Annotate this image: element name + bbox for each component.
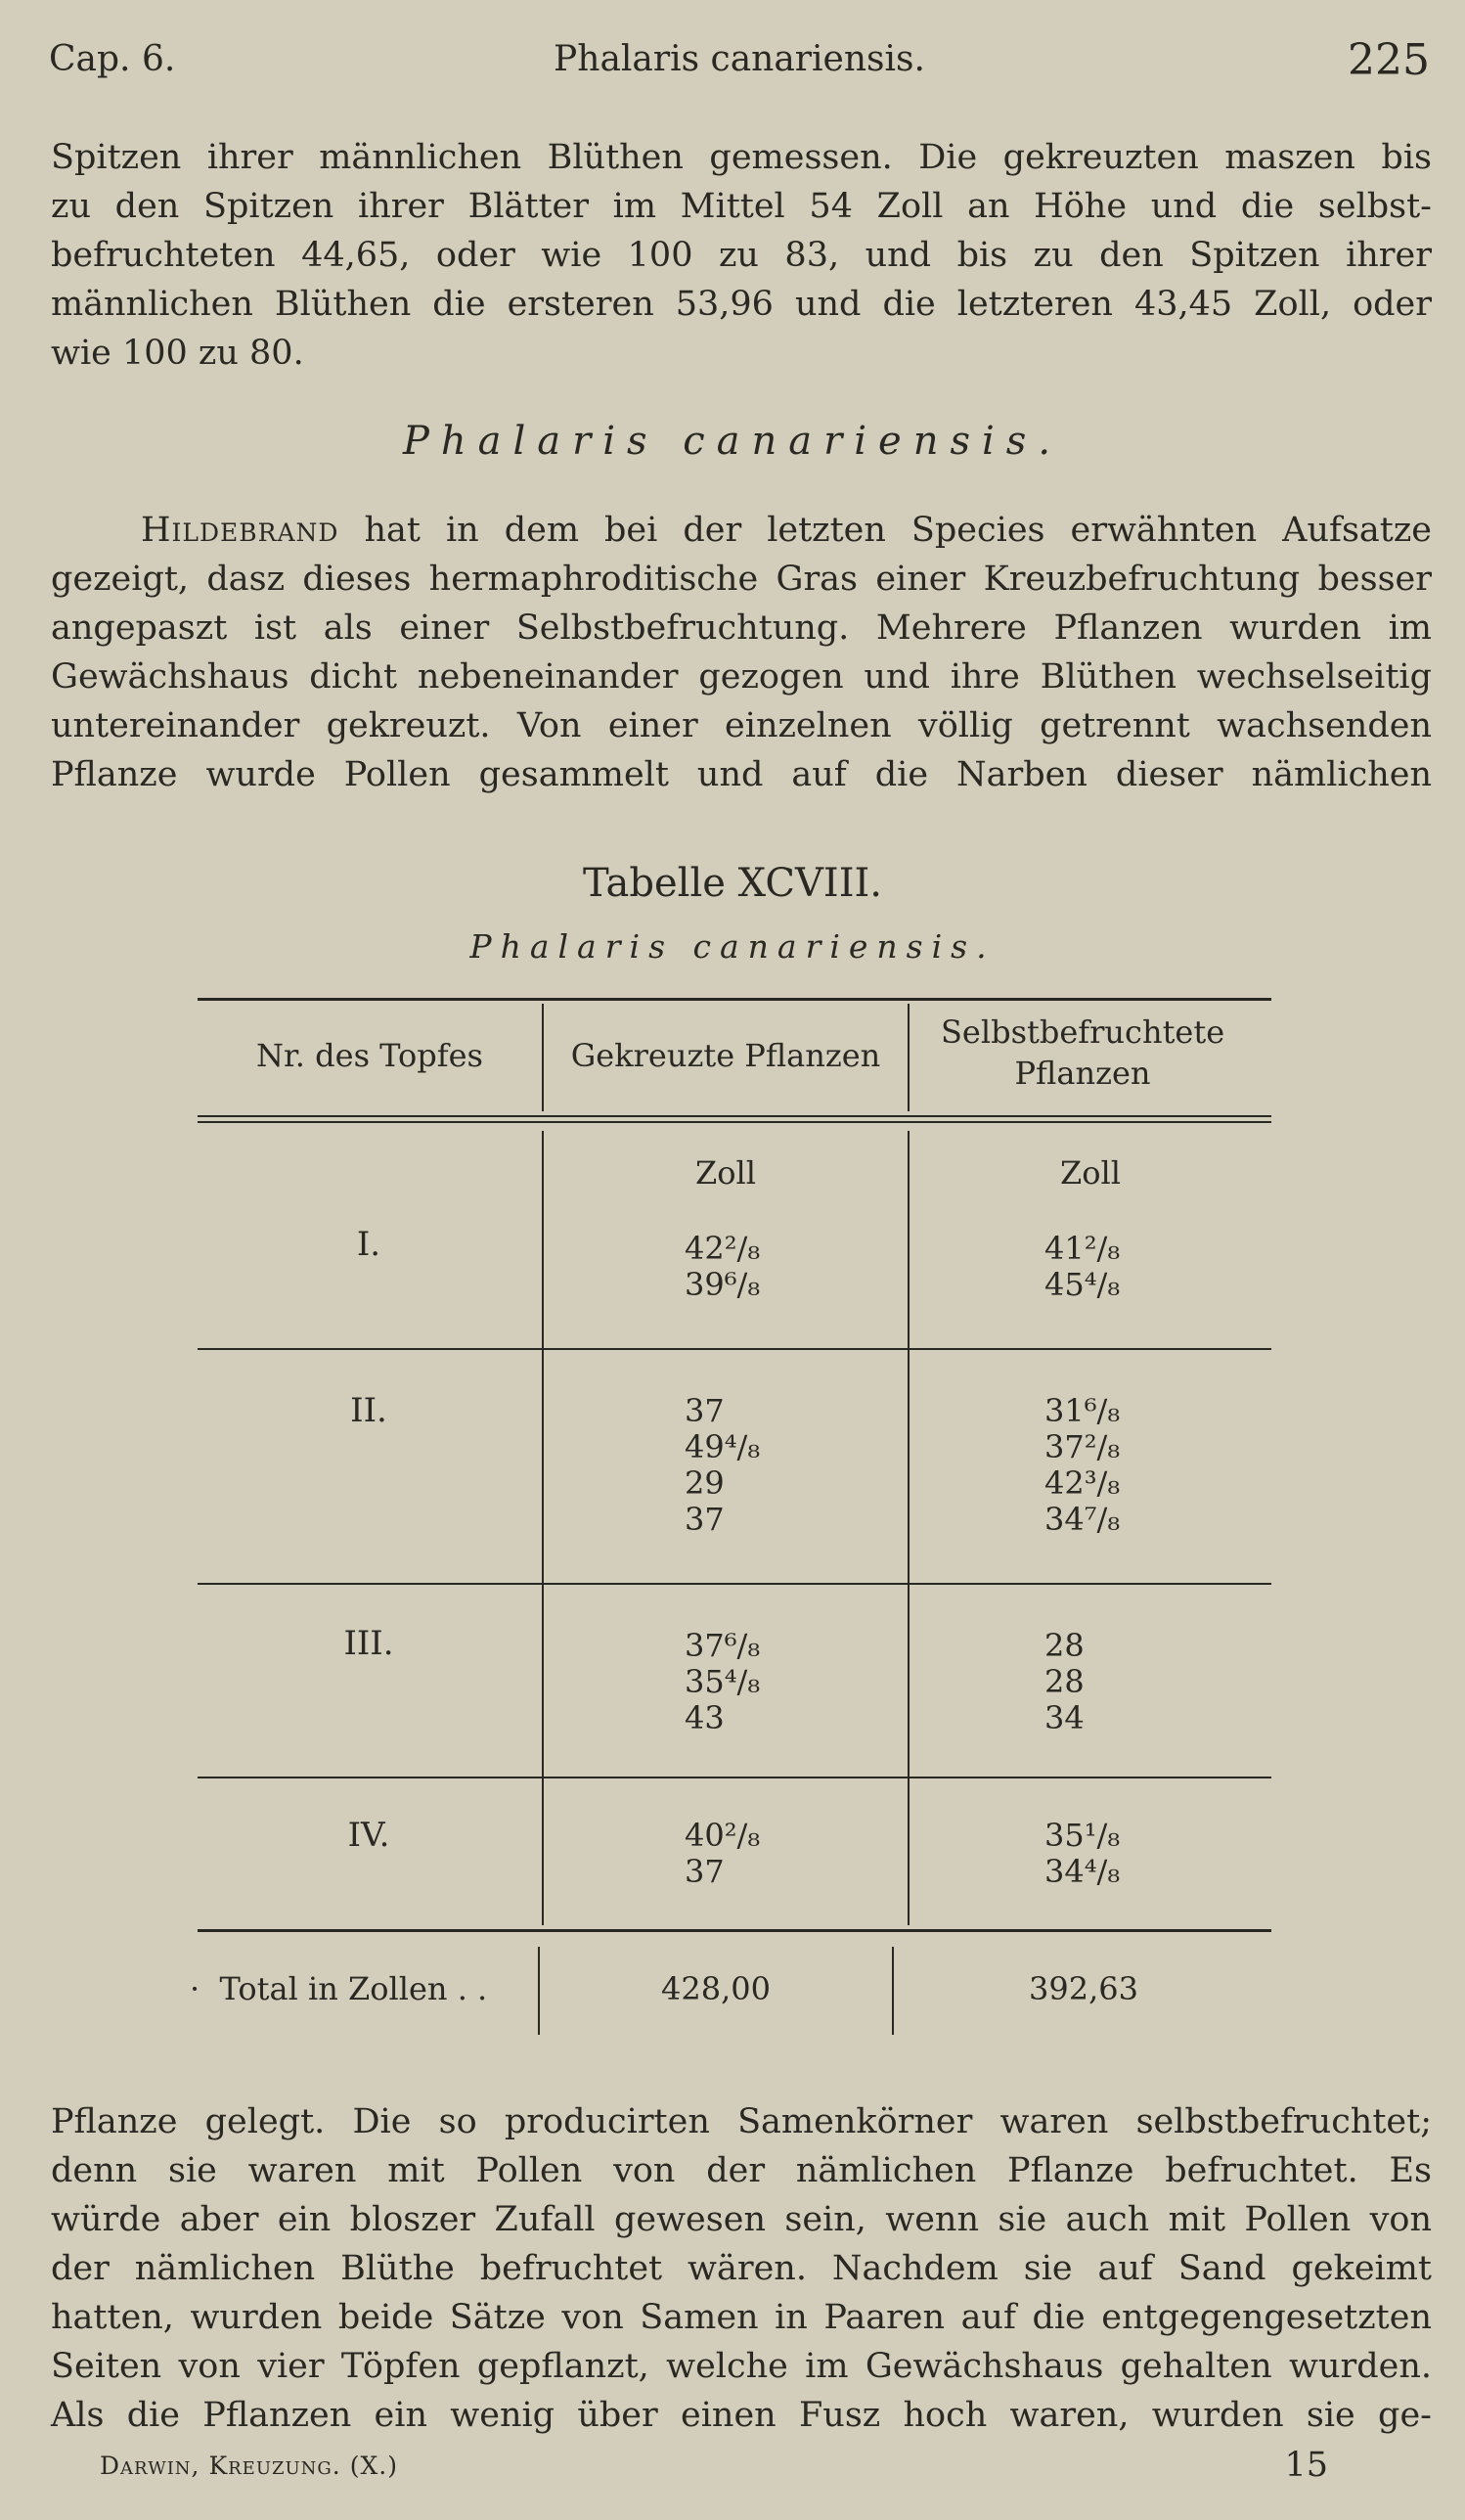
- page-number: 225: [1348, 35, 1430, 85]
- table-cell: 29: [685, 1464, 725, 1502]
- text-line: hatten, wurden beide Sätze von Samen in Paaren auf die entgegengesetzten: [51, 2298, 1432, 2337]
- table-cell: 49⁴/₈: [685, 1428, 761, 1465]
- crossed-values: [685, 1818, 760, 1890]
- text-line: Als die Pflanzen ein wenig über einen Fusz hoch waren, wurden sie ge-: [51, 2396, 1432, 2435]
- table-cell: 37: [685, 1392, 725, 1429]
- table-rule: [198, 1777, 1271, 1778]
- column-header-crossed: Gekreuzte Pflanzen: [570, 1037, 881, 1074]
- pot-number: I.: [356, 1225, 381, 1264]
- text-line: angepaszt ist als einer Selbstbefruchtung. Mehrere Pflanzen wurden im: [51, 608, 1432, 648]
- text-line: wie 100 zu 80.: [51, 334, 304, 373]
- unit-label: Zoll: [695, 1154, 756, 1192]
- table-cell: 34⁴/₈: [1044, 1853, 1121, 1890]
- table-cell: 35¹/₈: [1044, 1817, 1121, 1854]
- paragraph-3: [51, 2097, 1432, 2440]
- table-cell: 45⁴/₈: [1044, 1266, 1121, 1303]
- chapter-label: Cap. 6.: [49, 39, 176, 79]
- signature-mark: Darwin, Kreuzung. (X.): [100, 2452, 398, 2480]
- table-rule: [198, 1121, 1271, 1123]
- self-values: [1044, 1628, 1085, 1736]
- text-line: Gewächshaus dicht nebeneinander gezogen und ihre Blüthen wechselseitig: [51, 657, 1432, 697]
- paragraph-1: [51, 133, 1432, 378]
- total-label: · Total in Zollen . .: [190, 1970, 488, 2007]
- text-line: würde aber ein bloszer Zufall gewesen sein, wenn sie auch mit Pollen von: [51, 2200, 1432, 2239]
- crossed-values: [685, 1628, 760, 1736]
- paragraph-2: [51, 506, 1432, 799]
- column-header-self: Selbstbefruchtete Pflanzen: [941, 1013, 1225, 1092]
- table-rule: [198, 1348, 1271, 1350]
- table-cell: 39⁶/₈: [685, 1266, 761, 1303]
- table-rule: [198, 1929, 1271, 1932]
- table-cell: 37²/₈: [1044, 1428, 1121, 1465]
- table-rule: [198, 998, 1271, 1001]
- table-cell: 40²/₈: [685, 1817, 761, 1854]
- table-cell: 37: [685, 1501, 725, 1538]
- total-label-text: Total in Zollen . .: [219, 1970, 488, 2007]
- page-footer: [51, 2446, 1328, 2495]
- table-cell: 34: [1044, 1699, 1085, 1736]
- column-rule: [542, 1131, 544, 1925]
- total-crossed: 428,00: [661, 1970, 771, 2007]
- column-rule: [908, 1004, 910, 1111]
- text-line: Spitzen ihrer männlichen Blüthen gemessen. Die gekreuzten maszen bis: [51, 138, 1432, 177]
- table-cell: 31⁶/₈: [1044, 1392, 1121, 1429]
- line-text: hat in dem bei der letzten Species erwähnten Aufsatze: [338, 511, 1432, 550]
- unit-label: Zoll: [1060, 1154, 1121, 1192]
- data-table: [190, 998, 1271, 2054]
- table-rule: [198, 1583, 1271, 1585]
- table-cell: 37: [685, 1853, 725, 1890]
- sheet-number: 15: [1284, 2446, 1328, 2485]
- table-cell: 28: [1044, 1663, 1085, 1700]
- table-cell: 35⁴/₈: [685, 1663, 761, 1700]
- table-cell: 43: [685, 1699, 725, 1736]
- crossed-values: [685, 1393, 760, 1538]
- table-cell: 37⁶/₈: [685, 1627, 761, 1664]
- self-values: [1044, 1231, 1120, 1303]
- pot-number: II.: [350, 1391, 387, 1430]
- table-cell: 41²/₈: [1044, 1230, 1121, 1267]
- table-cell: 42³/₈: [1044, 1464, 1121, 1502]
- crossed-values: [685, 1231, 760, 1303]
- text-line: Pflanze wurde Pollen gesammelt und auf die Narben dieser nämlichen: [51, 755, 1432, 794]
- section-heading: Phalaris canariensis.: [402, 419, 1063, 464]
- text-line: befruchteten 44,65, oder wie 100 zu 83, und bis zu den Spitzen ihrer: [51, 236, 1432, 275]
- table-title: Tabelle XCVIII.: [582, 861, 883, 906]
- table-rule: [198, 1115, 1271, 1117]
- text-line: Pflanze gelegt. Die so producirten Samenkörner waren selbstbefruchtet;: [51, 2102, 1432, 2141]
- self-values: [1044, 1393, 1120, 1538]
- table-cell: 42²/₈: [685, 1230, 761, 1267]
- table-cell: 34⁷/₈: [1044, 1501, 1121, 1538]
- text-line: denn sie waren mit Pollen von der nämlichen Pflanze befruchtet. Es: [51, 2151, 1432, 2190]
- text-line: gezeigt, dasz dieses hermaphroditische Gras einer Kreuzbefruchtung besser: [51, 560, 1432, 599]
- running-head: [49, 35, 1430, 88]
- text-line: Seiten von vier Töpfen gepflanzt, welche im Gewächshaus gehalten wurden.: [51, 2347, 1432, 2386]
- text-line: männlichen Blüthen die ersteren 53,96 und die letzteren 43,45 Zoll, oder: [51, 285, 1432, 324]
- text-line: zu den Spitzen ihrer Blätter im Mittel 54 Zoll an Höhe und die selbst-: [51, 187, 1432, 226]
- pot-number: III.: [343, 1624, 394, 1663]
- column-rule: [908, 1131, 910, 1925]
- running-title: Phalaris canariensis.: [554, 39, 925, 79]
- text-line: untereinander gekreuzt. Von einer einzelnen völlig getrennt wachsenden: [51, 706, 1432, 745]
- author-name: Hildebrand: [141, 511, 339, 550]
- table-cell: 28: [1044, 1627, 1085, 1664]
- total-self: 392,63: [1029, 1970, 1138, 2007]
- text-line: der nämlichen Blüthe befruchtet wären. Nachdem sie auf Sand gekeimt: [51, 2249, 1432, 2288]
- pot-number: IV.: [347, 1816, 390, 1855]
- text-line: [51, 506, 1432, 555]
- self-values: [1044, 1818, 1120, 1890]
- column-header-pot: Nr. des Topfes: [256, 1037, 483, 1074]
- table-subtitle: Phalaris canariensis.: [469, 927, 996, 966]
